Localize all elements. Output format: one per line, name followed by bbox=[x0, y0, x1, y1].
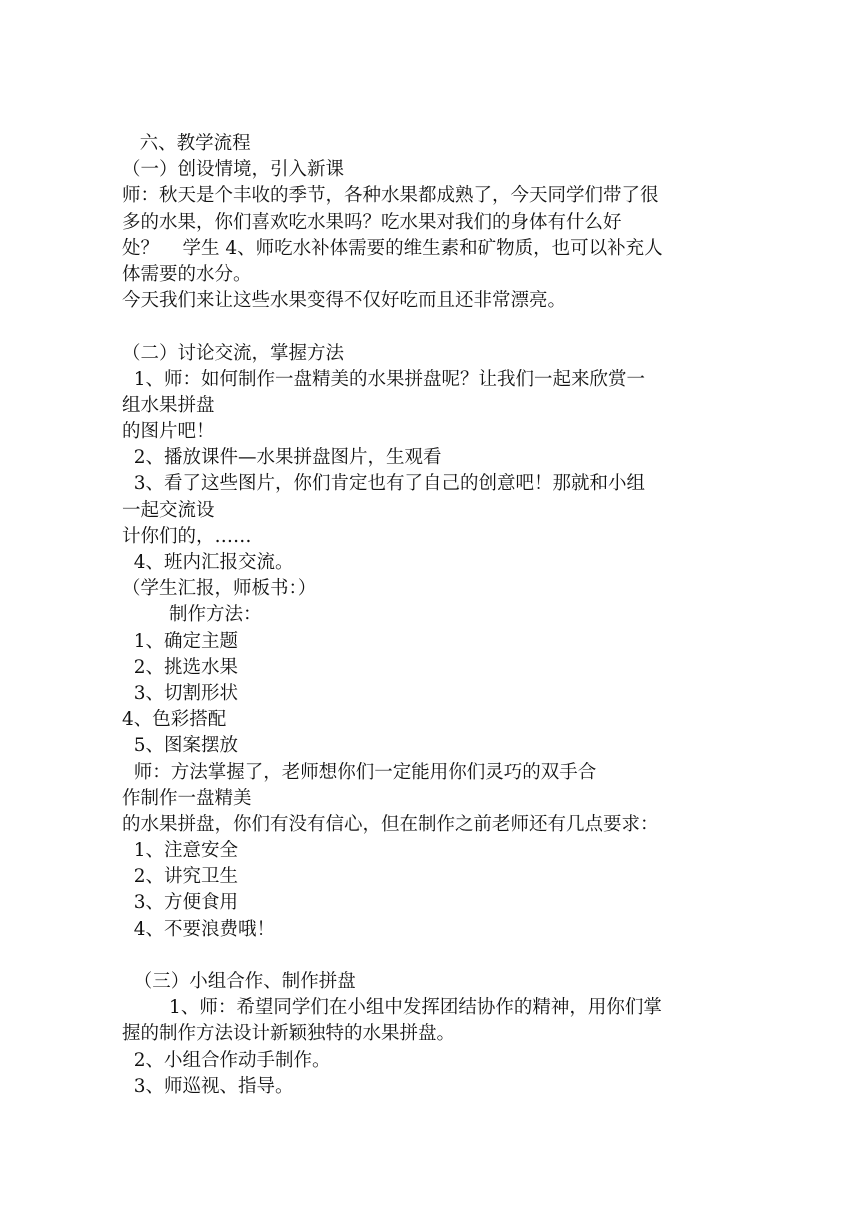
subsection-heading: （一）创设情境，引入新课 bbox=[122, 159, 345, 181]
list-heading: 制作方法： bbox=[122, 604, 262, 626]
list-item: 4、色彩搭配 bbox=[122, 709, 227, 731]
paragraph-line: 组水果拼盘 bbox=[122, 394, 215, 416]
document-body bbox=[122, 131, 742, 1100]
paragraph-line: 一起交流设 bbox=[122, 499, 215, 521]
paragraph-line: 2、小组合作动手制作。 bbox=[122, 1049, 331, 1071]
paragraph-line: 师：方法掌握了，老师想你们一定能用你们灵巧的双手合 bbox=[122, 761, 597, 783]
paragraph-line: 1、师：如何制作一盘精美的水果拼盘呢？让我们一起来欣赏一 bbox=[122, 368, 646, 390]
list-item: 2、挑选水果 bbox=[122, 656, 239, 678]
list-item: 2、讲究卫生 bbox=[122, 866, 239, 888]
subsection-heading: （三）小组合作、制作拼盘 bbox=[122, 971, 356, 992]
paragraph-line: 4、班内汇报交流。 bbox=[122, 552, 294, 573]
list-item: 3、方便食用 bbox=[122, 892, 239, 914]
paragraph-line: 的图片吧！ bbox=[122, 421, 215, 443]
paragraph-line: 3、师巡视、指导。 bbox=[122, 1075, 294, 1097]
paragraph-line: 3、看了这些图片，你们肯定也有了自己的创意吧！那就和小组 bbox=[122, 473, 646, 495]
blank-line bbox=[122, 314, 742, 340]
list-item: 1、注意安全 bbox=[122, 840, 239, 862]
paragraph-line: 2、播放课件—水果拼盘图片，生观看 bbox=[122, 447, 442, 469]
paragraph-line: 多的水果，你们喜欢吃水果吗？吃水果对我们的身体有什么好 bbox=[122, 211, 622, 233]
list-item: 1、确定主题 bbox=[122, 630, 239, 652]
paragraph-line: 1、师：希望同学们在小组中发挥团结协作的精神，用你们掌 bbox=[122, 997, 662, 1019]
paragraph-line: 握的制作方法设计新颖独特的水果拼盘。 bbox=[122, 1023, 456, 1045]
paragraph-line: 的水果拼盘，你们有没有信心，但在制作之前老师还有几点要求： bbox=[122, 813, 659, 835]
paragraph-line: 处？ 学生 4、师吃水补体需要的维生素和矿物质，也可以补充人 bbox=[122, 237, 663, 259]
list-item: 4、不要浪费哦！ bbox=[122, 918, 276, 940]
paragraph-line: 体需要的水分。 bbox=[122, 263, 252, 285]
paragraph-line: 今天我们来让这些水果变得不仅好吃而且还非常漂亮。 bbox=[122, 290, 567, 312]
paragraph-line: （学生汇报，师板书：） bbox=[122, 578, 317, 600]
list-item: 3、切割形状 bbox=[122, 682, 239, 704]
paragraph-line: 作制作一盘精美 bbox=[122, 787, 252, 809]
blank-line bbox=[122, 943, 742, 969]
list-item: 5、图案摆放 bbox=[122, 735, 239, 757]
section-heading: 六、教学流程 bbox=[122, 133, 251, 154]
subsection-heading: （二）讨论交流，掌握方法 bbox=[122, 342, 345, 364]
paragraph-line: 师：秋天是个丰收的季节，各种水果都成熟了，今天同学们带了很 bbox=[122, 185, 659, 207]
paragraph-line: 计你们的，…… bbox=[122, 525, 252, 547]
